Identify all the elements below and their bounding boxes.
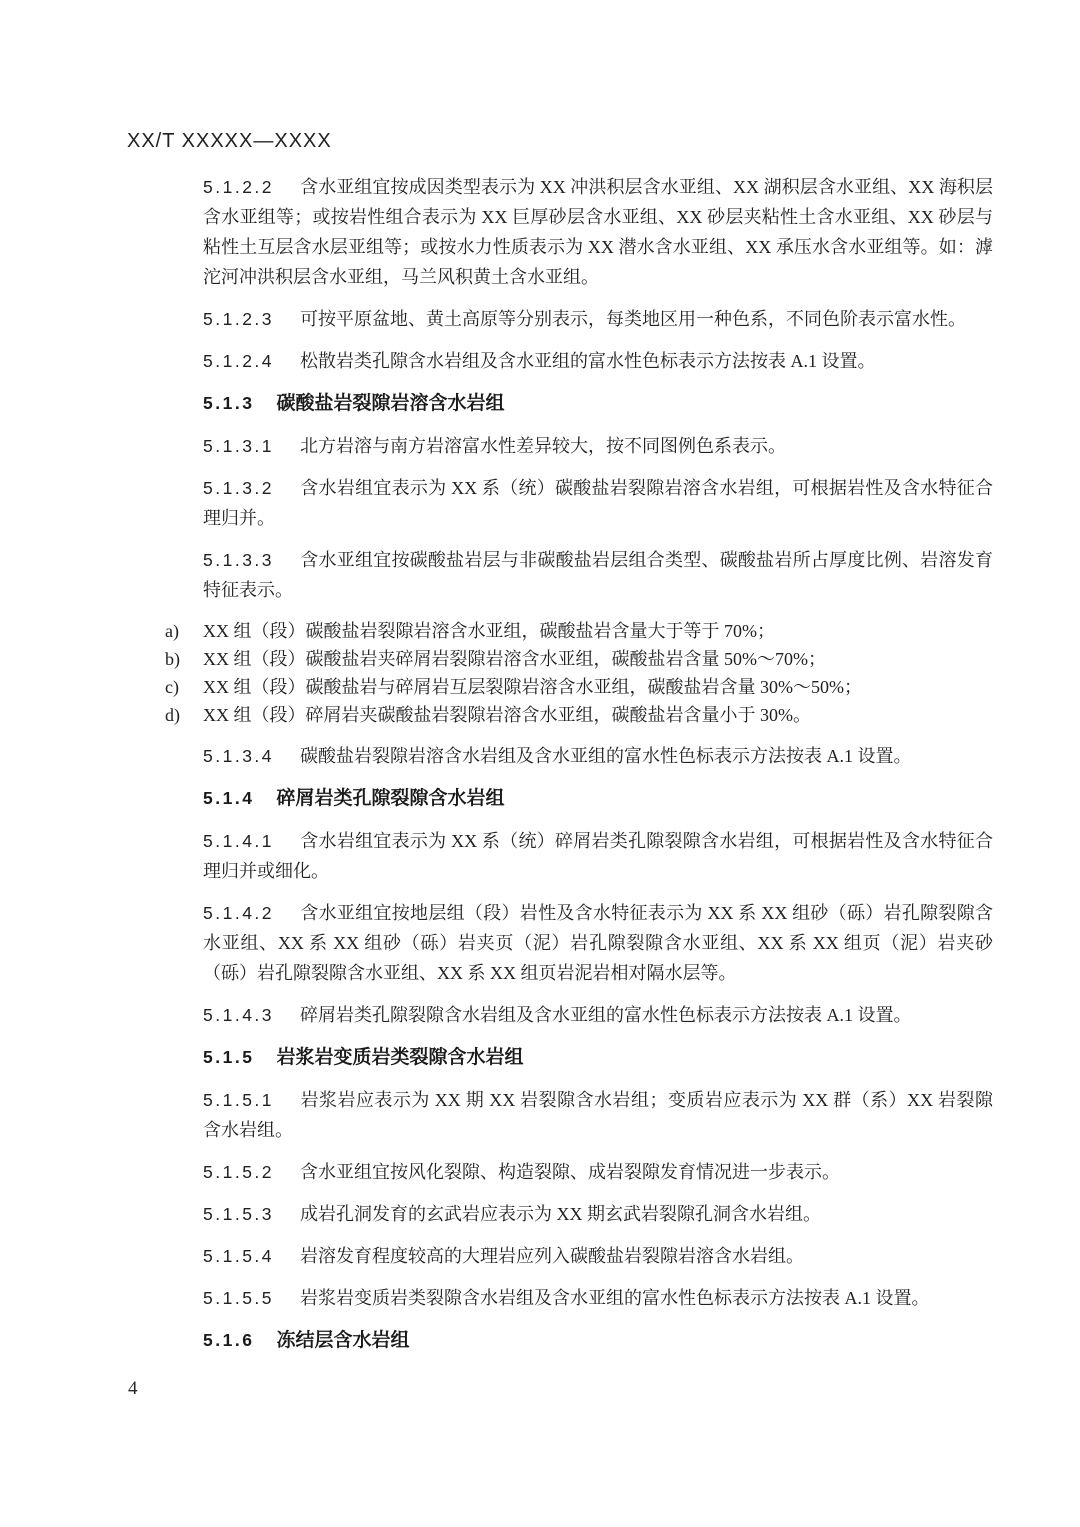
clause-number: 5.1.2.4 xyxy=(203,351,275,371)
clause-5-1-3-2 xyxy=(203,473,993,533)
clause-text: 岩浆岩应表示为 XX 期 XX 岩裂隙含水岩组；变质岩应表示为 XX 群（系）XX 岩裂隙含水岩组。 xyxy=(203,1090,993,1140)
clause-text: 碳酸盐岩裂隙岩溶含水岩组及含水亚组的富水性色标表示方法按表 A.1 设置。 xyxy=(300,746,912,766)
list-item-d xyxy=(165,701,993,729)
heading-text: 碳酸盐岩裂隙岩溶含水岩组 xyxy=(276,393,505,414)
clause-number: 5.1.4.1 xyxy=(203,831,275,851)
clause-text: 岩溶发育程度较高的大理岩应列入碳酸盐岩裂隙岩溶含水岩组。 xyxy=(300,1246,805,1266)
clause-number: 5.1.6 xyxy=(203,1330,255,1350)
clause-text: 松散岩类孔隙含水岩组及含水亚组的富水性色标表示方法按表 A.1 设置。 xyxy=(300,351,876,371)
heading-5-1-6 xyxy=(203,1325,993,1356)
clause-text: 可按平原盆地、黄土高原等分别表示，每类地区用一种色系，不同色阶表示富水性。 xyxy=(300,309,967,329)
heading-text: 岩浆岩变质岩类裂隙含水岩组 xyxy=(276,1047,524,1068)
clause-5-1-4-2 xyxy=(203,898,993,988)
clause-text: 含水亚组宜按成因类型表示为 XX 冲洪积层含水亚组、XX 湖积层含水亚组、XX 海积层含水亚组等；或按岩性组合表示为 XX 巨厚砂层含水亚组、XX 砂层夹粘性土含水亚组、XX 砂层与粘性土互层含水层亚组等；或按水力性质表示为 XX 潜水含水亚组、XX 承压水含水亚组等。如：滹沱河冲洪积层含水亚组，马兰风积黄土含水亚组。 xyxy=(203,177,993,287)
clause-5-1-3-3 xyxy=(203,545,993,605)
clause-number: 5.1.5.1 xyxy=(203,1090,275,1110)
list-marker: b) xyxy=(165,649,180,669)
clause-text: 北方岩溶与南方岩溶富水性差异较大，按不同图例色系表示。 xyxy=(300,436,787,456)
list-item-text: XX 组（段）碎屑岩夹碳酸盐岩裂隙岩溶含水亚组，碳酸盐岩含量小于 30%。 xyxy=(203,705,811,725)
clause-number: 5.1.3.4 xyxy=(203,746,275,766)
list-item-c xyxy=(165,673,993,701)
list-item-text: XX 组（段）碳酸盐岩与碎屑岩互层裂隙岩溶含水亚组，碳酸盐岩含量 30%～50%； xyxy=(203,677,862,697)
enumerated-list xyxy=(165,617,993,729)
clause-5-1-5-5 xyxy=(203,1283,993,1313)
clause-text: 碎屑岩类孔隙裂隙含水岩组及含水亚组的富水性色标表示方法按表 A.1 设置。 xyxy=(300,1005,912,1025)
clause-number: 5.1.2.2 xyxy=(203,177,275,197)
clause-5-1-5-3 xyxy=(203,1199,993,1229)
clause-text: 成岩孔洞发育的玄武岩应表示为 XX 期玄武岩裂隙孔洞含水岩组。 xyxy=(300,1204,822,1224)
clause-5-1-4-1 xyxy=(203,826,993,886)
list-item-a xyxy=(165,617,993,645)
clause-number: 5.1.5.5 xyxy=(203,1288,275,1308)
clause-number: 5.1.2.3 xyxy=(203,309,275,329)
clause-number: 5.1.4.3 xyxy=(203,1005,275,1025)
heading-text: 碎屑岩类孔隙裂隙含水岩组 xyxy=(276,788,505,809)
clause-5-1-4-3 xyxy=(203,1000,993,1030)
clause-number: 5.1.4.2 xyxy=(203,903,275,923)
clause-number: 5.1.3.2 xyxy=(203,478,275,498)
list-marker: c) xyxy=(165,677,179,697)
clause-number: 5.1.4 xyxy=(203,788,255,808)
clause-5-1-2-4 xyxy=(203,346,993,376)
clause-5-1-3-4 xyxy=(203,741,993,771)
clause-5-1-2-2 xyxy=(203,172,993,292)
clause-text: 含水岩组宜表示为 XX 系（统）碳酸盐岩裂隙岩溶含水岩组，可根据岩性及含水特征合理归并。 xyxy=(203,478,993,528)
clause-text: 含水亚组宜按风化裂隙、构造裂隙、成岩裂隙发育情况进一步表示。 xyxy=(300,1162,841,1182)
clause-text: 岩浆岩变质岩类裂隙含水岩组及含水亚组的富水性色标表示方法按表 A.1 设置。 xyxy=(300,1288,930,1308)
heading-5-1-4 xyxy=(203,783,993,814)
list-marker: a) xyxy=(165,621,179,641)
clause-5-1-2-3 xyxy=(203,304,993,334)
list-item-text: XX 组（段）碳酸盐岩裂隙岩溶含水亚组，碳酸盐岩含量大于等于 70%； xyxy=(203,621,775,641)
clause-number: 5.1.5.3 xyxy=(203,1204,275,1224)
clause-text: 含水亚组宜按地层组（段）岩性及含水特征表示为 XX 系 XX 组砂（砾）岩孔隙裂隙含水亚组、XX 系 XX 组砂（砾）岩夹页（泥）岩孔隙裂隙含水亚组、XX 系 XX 组页（泥）岩夹砂（砾）岩孔隙裂隙含水亚组、XX 系 XX 组页岩泥岩相对隔水层等。 xyxy=(203,903,993,983)
clause-number: 5.1.5 xyxy=(203,1047,255,1067)
clause-5-1-5-1 xyxy=(203,1085,993,1145)
clause-5-1-5-4 xyxy=(203,1241,993,1271)
list-item-text: XX 组（段）碳酸盐岩夹碎屑岩裂隙岩溶含水亚组，碳酸盐岩含量 50%～70%； xyxy=(203,649,826,669)
heading-5-1-5 xyxy=(203,1042,993,1073)
list-marker: d) xyxy=(165,705,180,725)
heading-5-1-3 xyxy=(203,388,993,419)
clause-5-1-3-1 xyxy=(203,431,993,461)
page-number: 4 xyxy=(128,1378,138,1399)
clause-number: 5.1.3.3 xyxy=(203,550,275,570)
clause-text: 含水岩组宜表示为 XX 系（统）碎屑岩类孔隙裂隙含水岩组，可根据岩性及含水特征合理归并或细化。 xyxy=(203,831,993,881)
list-item-b xyxy=(165,645,993,673)
clause-text: 含水亚组宜按碳酸盐岩层与非碳酸盐岩层组合类型、碳酸盐岩所占厚度比例、岩溶发育特征表示。 xyxy=(203,550,993,600)
clause-number: 5.1.5.2 xyxy=(203,1162,275,1182)
standard-code-header: XX/T XXXXX—XXXX xyxy=(127,130,332,152)
heading-text: 冻结层含水岩组 xyxy=(276,1330,410,1351)
doc-content xyxy=(165,172,993,1368)
clause-number: 5.1.5.4 xyxy=(203,1246,275,1266)
clause-number: 5.1.3.1 xyxy=(203,436,275,456)
clause-number: 5.1.3 xyxy=(203,393,255,413)
clause-5-1-5-2 xyxy=(203,1157,993,1187)
